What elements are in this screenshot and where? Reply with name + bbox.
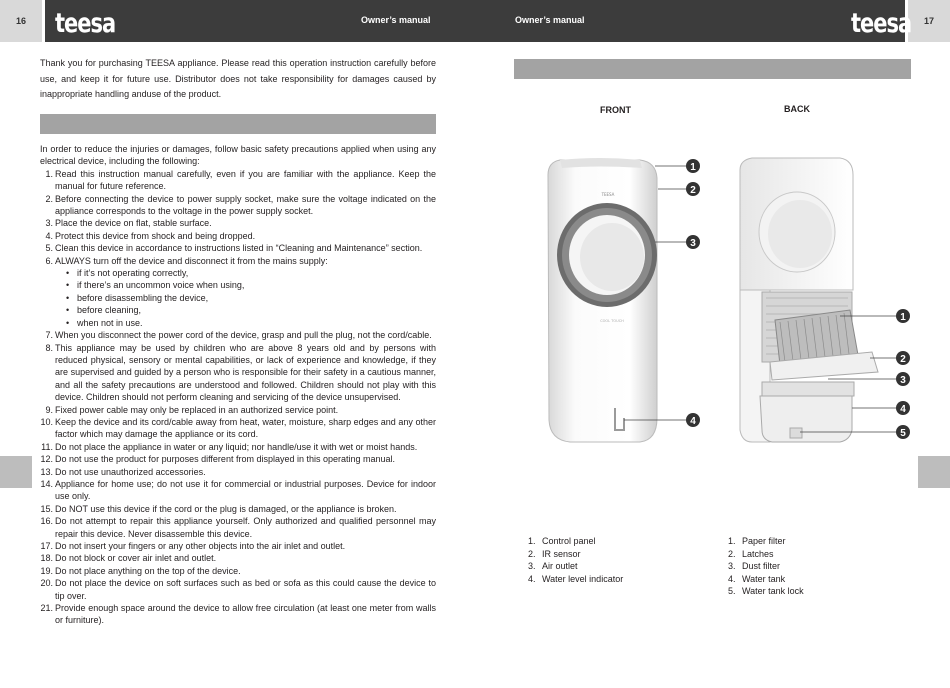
safety-item-text: Do not use unauthorized accessories. [55, 466, 206, 477]
safety-item-text: Keep the device and its cord/cable away from heat, water, moisture, sharp edges and any other factor which may damage the appliance or its cord. [55, 416, 436, 440]
safety-item-text: Do not place the device on soft surfaces such as bed or sofa as this could cause the device to tip over. [55, 578, 436, 601]
safety-item [40, 453, 436, 465]
back-parts-list [728, 535, 804, 598]
safety-item [40, 466, 436, 478]
front-callout-1: 1 [690, 162, 696, 173]
safety-item-number: 13. [40, 466, 53, 477]
back-callout-1: 1 [900, 312, 906, 323]
safety-item-text: This appliance may be used by children who are above 8 years old and by persons with reduced physical, sensory or mental capabilities, or lack of experience and knowledge, if they are supervised and guided by a person who is responsible for their safety in a cautious manner, and all the safety precautions are understood and followed. Children should not play with this device. Children should not perform cleaning and servicing of the device unsupervised. [55, 342, 436, 403]
safety-item [40, 404, 436, 416]
safety-item [40, 441, 436, 453]
safety-item-text: Provide enough space around the device to allow free circulation (at least one meter from walls or furniture). [55, 603, 436, 626]
back-part-item [728, 573, 804, 586]
front-part-item [528, 573, 623, 586]
front-callout-2: 2 [690, 185, 696, 196]
safety-sub-item: • before cleaning, [66, 304, 436, 316]
safety-item [40, 255, 436, 329]
front-label: FRONT [600, 105, 631, 115]
back-part-item-label: Latches [742, 548, 774, 559]
safety-item-number: 5. [45, 243, 53, 254]
safety-item-number: 8. [45, 342, 53, 353]
side-tab-left [0, 456, 32, 488]
safety-item-text: Place the device on flat, stable surface. [55, 218, 212, 229]
safety-sub-item: • before disassembling the device, [66, 292, 436, 304]
safety-item-text: Do not use the product for purposes different from displayed in this operating manual. [55, 454, 396, 465]
safety-item-number: 4. [45, 230, 53, 241]
safety-sub-list [55, 267, 436, 329]
back-callout-3: 3 [900, 375, 906, 386]
back-part-item [728, 560, 804, 573]
front-parts-list [528, 535, 623, 585]
back-callout-5: 5 [900, 428, 906, 439]
front-part-item-number: 2. [528, 548, 536, 559]
device-brand-mark: TEESA [601, 192, 615, 197]
safety-item [40, 168, 436, 193]
back-device-image [740, 158, 878, 442]
safety-sub-item: • if there’s an uncommon voice when using, [66, 279, 436, 291]
back-part-item [728, 548, 804, 561]
safety-item-number: 3. [45, 218, 53, 229]
front-callout-4: 4 [690, 416, 696, 427]
product-diagram [500, 140, 910, 460]
safety-item [40, 217, 436, 229]
header-title-right: Owner’s manual [515, 15, 585, 25]
safety-item [40, 242, 436, 254]
front-part-item-label: Water level indicator [542, 573, 624, 584]
brand-logo-right: teesa [851, 8, 912, 38]
page-number-right: 17 [908, 0, 950, 42]
front-part-item-number: 3. [528, 561, 536, 571]
safety-item [40, 602, 436, 627]
back-label: BACK [784, 104, 810, 114]
safety-item-text: Clean this device in accordance to instructions listed in “Cleaning and Maintenance” section. [55, 243, 423, 254]
safety-item-number: 19. [40, 565, 53, 576]
safety-list [40, 168, 436, 627]
front-part-item-number: 1. [528, 536, 536, 546]
back-part-item [728, 585, 804, 598]
safety-item-text: Before connecting the device to power supply socket, make sure the voltage indicated on the appliance corresponds to the voltage in the power supply socket. [55, 193, 436, 217]
section-bar-parts [514, 59, 911, 79]
safety-item-number: 15. [40, 503, 53, 514]
side-tab-right [918, 456, 950, 488]
safety-item-text: Fixed power cable may only be replaced in an authorized service point. [55, 404, 339, 415]
safety-sub-item: • if it’s not operating correctly, [66, 267, 436, 279]
safety-item-number: 2. [45, 193, 53, 204]
safety-item-number: 12. [40, 454, 53, 465]
safety-item [40, 478, 436, 503]
safety-item [40, 416, 436, 441]
safety-item [40, 577, 436, 602]
brand-logo-left: teesa [55, 8, 116, 38]
safety-item-number: 7. [45, 330, 53, 341]
front-device-image [548, 158, 657, 442]
divider [42, 0, 45, 42]
back-callout-4: 4 [900, 404, 906, 415]
safety-item-text: Protect this device from shock and being dropped. [55, 230, 256, 241]
safety-lead: In order to reduce the injuries or damages, follow basic safety precautions applied when using any electrical device, including the following: [40, 144, 436, 167]
safety-item-number: 9. [45, 404, 53, 415]
safety-item-text: Do not insert your fingers or any other objects into the air inlet and outlet. [55, 541, 346, 551]
safety-item-text: Do not place the appliance in water or any liquid; nor handle/use it with wet or moist hands. [55, 441, 418, 452]
safety-item-number: 20. [40, 578, 53, 589]
safety-item [40, 515, 436, 540]
safety-item-number: 17. [40, 541, 53, 551]
safety-section [40, 143, 436, 627]
safety-item [40, 329, 436, 341]
safety-item-number: 14. [40, 478, 53, 489]
front-part-item-label: Air outlet [542, 561, 578, 571]
back-part-item-label: Paper filter [742, 536, 786, 546]
safety-item-number: 11. [41, 441, 53, 452]
safety-item-text: Read this instruction manual carefully, even if you are familiar with the appliance. Keep the manual for future reference. [55, 168, 436, 192]
intro-paragraph: Thank you for purchasing TEESA appliance. Please read this operation instruction carefully before use, and keep it for future use. Distributor does not take responsibility for damages caused by inappropriate handling anduse of the product. [40, 58, 436, 100]
front-part-item-label: IR sensor [542, 548, 581, 559]
safety-item-text: Do not block or cover air inlet and outlet. [55, 553, 217, 564]
header-title-left: Owner’s manual [361, 15, 431, 25]
safety-item [40, 230, 436, 242]
back-callout-2: 2 [900, 354, 906, 365]
section-bar-safety [40, 114, 436, 134]
safety-item [40, 503, 436, 515]
safety-item-text: Do NOT use this device if the cord or the plug is damaged, or the appliance is broken. [55, 503, 397, 514]
back-part-item-number: 3. [728, 561, 736, 571]
safety-item [40, 540, 436, 552]
safety-item-text: Do not attempt to repair this appliance yourself. Only authorized and qualified personnel may repair this device. Never disassemble this device. [55, 516, 436, 539]
safety-item-number: 16. [40, 516, 53, 527]
back-part-item-number: 2. [728, 548, 736, 559]
page-number-left: 16 [0, 0, 42, 42]
back-part-item-label: Water tank [742, 573, 786, 584]
safety-item-text: When you disconnect the power cord of the device, grasp and pull the plug, not the cord/cable. [55, 330, 432, 341]
safety-item-number: 18. [40, 553, 53, 564]
safety-sub-item: • when not in use. [66, 317, 436, 329]
safety-item-text: Do not place anything on the top of the device. [55, 565, 241, 576]
back-part-item-label: Water tank lock [742, 586, 804, 596]
front-part-item-label: Control panel [542, 536, 596, 546]
safety-item [40, 342, 436, 404]
safety-item-number: 21. [40, 603, 53, 614]
back-part-item-number: 4. [728, 573, 736, 584]
back-part-item-number: 1. [728, 536, 736, 546]
safety-item-text: Appliance for home use; do not use it for commercial or industrial purposes. Device for indoor use only. [55, 478, 436, 502]
device-model-mark: COOL TOUCH [600, 319, 624, 323]
safety-item [40, 193, 436, 218]
safety-item-text: ALWAYS turn off the device and disconnect it from the mains supply: [55, 255, 328, 266]
safety-item [40, 565, 436, 577]
safety-item-number: 6. [45, 255, 53, 266]
back-part-item-label: Dust filter [742, 561, 781, 571]
safety-item-number: 10. [40, 416, 53, 427]
front-part-item-number: 4. [528, 573, 536, 584]
back-part-item [728, 535, 804, 548]
safety-item-number: 1. [45, 168, 53, 179]
safety-item [40, 552, 436, 564]
back-part-item-number: 5. [728, 586, 736, 596]
front-part-item [528, 560, 623, 573]
front-part-item [528, 535, 623, 548]
front-callout-3: 3 [690, 238, 696, 249]
front-part-item [528, 548, 623, 561]
